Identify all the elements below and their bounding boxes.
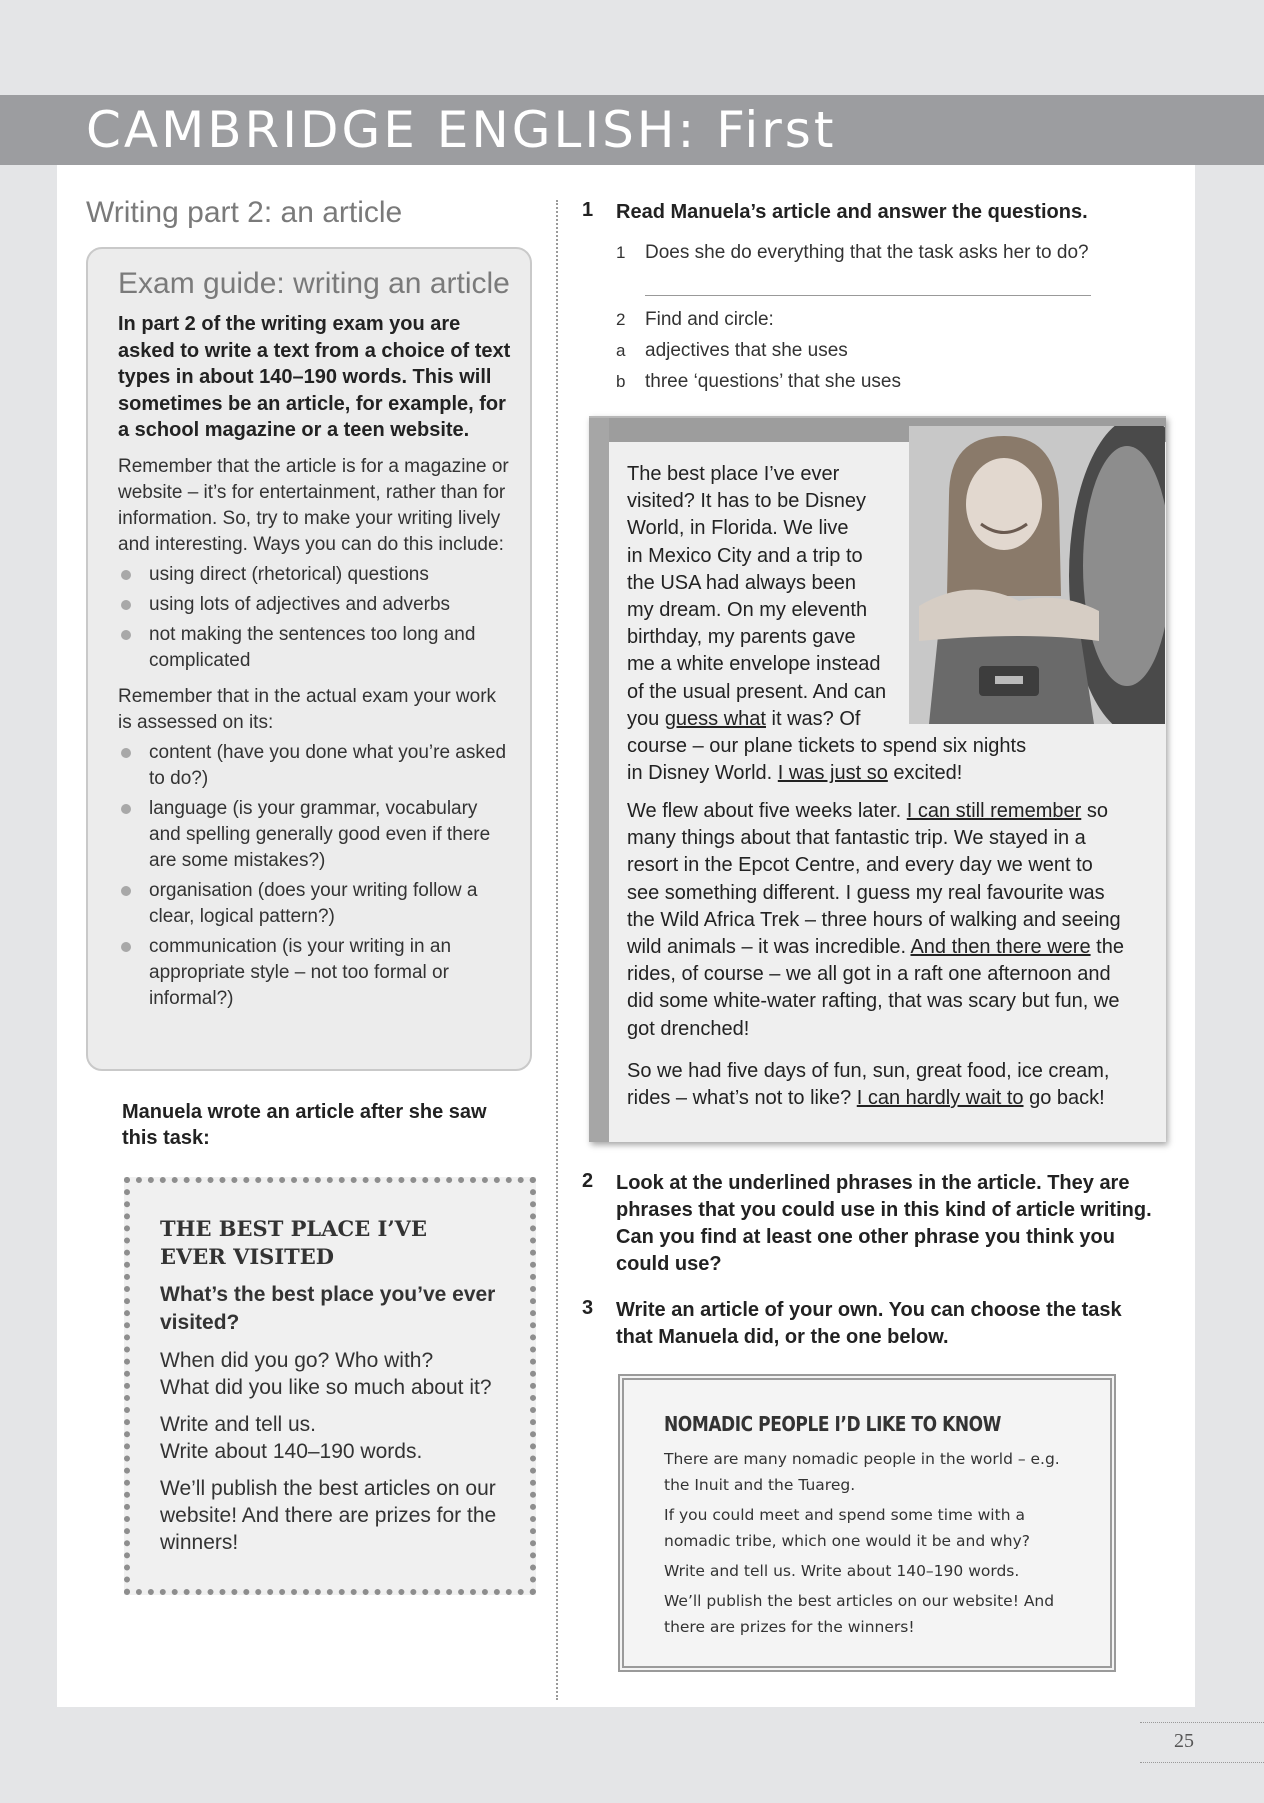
article-line [627, 706, 927, 733]
answer-line[interactable] [645, 295, 1091, 296]
underlined-phrase: guess what [664, 707, 766, 730]
header-banner [0, 95, 1264, 165]
nomadic-task-title: NOMADIC PEOPLE I’D LIKE TO KNOW [664, 1412, 1002, 1436]
article-line: of the usual present. And can [627, 680, 887, 703]
article-line: World, in Florida. We live [627, 517, 849, 540]
article-line: resort in the Epcot Centre, and every day we went to [627, 854, 1093, 877]
assessment-list [118, 740, 514, 1012]
task-paragraph: We’ll publish the best articles on our website! And there are prizes for the winners! [160, 1477, 497, 1554]
text-run: We flew about five weeks later. [627, 800, 907, 822]
underlined-phrase: I was just so [777, 762, 888, 785]
exam-guide-intro: In part 2 of the writing exam you are asked to write a text from a choice of text types in about 140–190 words. This will sometimes be an article, for example, for a school magazine or a teen website. [118, 313, 511, 441]
list-item: organisation (does your writing follow a clear, logical pattern?) [118, 878, 514, 930]
article-line: did some white-water rafting, that was scary but fun, we [627, 990, 1120, 1013]
article-line [627, 1085, 1157, 1112]
exam-guide-paragraph: Remember that the article is for a magazine or website – it’s for entertainment, rather than for information. So, try to make your writing lively and interesting. Ways you can do this include: [118, 455, 509, 555]
page-number-rule [1140, 1762, 1264, 1763]
task-line: Write and tell us. [160, 1413, 317, 1436]
article-box [589, 416, 1166, 1142]
task-paragraph [160, 1411, 512, 1465]
text-run: wild animals – it was incredible. [627, 936, 911, 959]
ways-list [118, 562, 514, 674]
article-line: the Wild Africa Trek – three hours of walking and seeing [627, 908, 1121, 931]
list-item: not making the sentences too long and complicated [118, 622, 514, 674]
sub-question-number: 1 [616, 243, 626, 262]
task-line: Write about 140–190 words. [160, 1440, 423, 1463]
question-text: Look at the underlined phrases in the article. They are phrases that you could use in this kind of article writing. Can you find at least one other phrase you think you could use? [616, 1172, 1152, 1275]
task-title-line: EVER VISITED [160, 1244, 335, 1269]
list-item: using direct (rhetorical) questions [118, 562, 514, 588]
sub-question [616, 242, 1089, 264]
article-line: my dream. On my eleventh [627, 599, 868, 622]
page-number-rule [1140, 1722, 1264, 1723]
list-item: language (is your grammar, vocabulary and spelling generally good even if there are some mistakes?) [118, 796, 514, 874]
section-title: Writing part 2: an article [86, 196, 403, 229]
task-title [160, 1215, 512, 1271]
sub-question-text: adjectives that she uses [645, 340, 848, 361]
text-run: it was? Of [765, 707, 861, 730]
sub-question-text: Find and circle: [645, 309, 774, 330]
article-line [627, 934, 1157, 961]
task-line: What did you like so much about it? [160, 1376, 492, 1399]
article-line: rides, of course – we all got in a raft one afternoon and [627, 963, 1111, 986]
underlined-phrase: I can hardly wait to [856, 1087, 1024, 1110]
article-line: course – our plane tickets to spend six nights [627, 735, 1027, 758]
manuela-intro: Manuela wrote an article after she saw this task: [122, 1101, 487, 1149]
article-paragraph [627, 1058, 1157, 1112]
nomadic-task-paragraph: If you could meet and spend some time with a nomadic tribe, which one would it be and why? [664, 1506, 1030, 1550]
sub-question [616, 309, 774, 331]
sub-question-number: 2 [616, 310, 626, 329]
text-run: go back! [1023, 1087, 1105, 1110]
sub-question-letter: a [616, 341, 626, 360]
list-item: using lots of adjectives and adverbs [118, 592, 514, 618]
sub-question-text: three ‘questions’ that she uses [645, 371, 901, 392]
article-line: visited? It has to be Disney [627, 490, 867, 513]
article-line: the USA had always been [627, 571, 857, 594]
sub-question-letter: b [616, 372, 626, 391]
article-line: many things about that fantastic trip. We stayed in a [627, 827, 1086, 850]
underlined-phrase: I can still remember [906, 800, 1082, 822]
question-number: 1 [582, 199, 594, 221]
article-paragraph [627, 798, 1157, 1043]
article-line: birthday, my parents gave [627, 626, 856, 649]
sub-question-text: Does she do everything that the task asks her to do? [645, 242, 1089, 263]
column-divider [556, 200, 558, 1700]
question-text: Read Manuela’s article and answer the questions. [616, 201, 1088, 223]
list-item: content (have you done what you’re asked to do?) [118, 740, 514, 792]
article-line: see something different. I guess my real favourite was [627, 881, 1105, 904]
nomadic-task-paragraph: We’ll publish the best articles on our website! And there are prizes for the winners! [664, 1592, 1055, 1636]
article-line [627, 798, 1157, 825]
girl-photo [909, 426, 1165, 724]
article-line: me a white envelope instead [627, 653, 881, 676]
question-text: Write an article of your own. You can choose the task that Manuela did, or the one below. [616, 1299, 1122, 1348]
exam-guide-paragraph: Remember that in the actual exam your work is assessed on its: [118, 685, 497, 733]
article-line [627, 760, 963, 787]
nomadic-task-paragraph: There are many nomadic people in the world – e.g. the Inuit and the Tuareg. [664, 1450, 1060, 1494]
task-title-line: THE BEST PLACE I’VE [160, 1216, 427, 1241]
sub-question [616, 340, 848, 362]
text-run: the [1090, 936, 1124, 959]
task-question: What’s the best place you’ve ever visited? [160, 1283, 496, 1334]
task-box [124, 1177, 536, 1595]
text-run: so [1081, 800, 1108, 822]
nomadic-task-paragraph: Write and tell us. Write about 140–190 words. [664, 1562, 1020, 1580]
text-run: you [627, 707, 665, 730]
task-line: When did you go? Who with? [160, 1349, 434, 1372]
article-line: So we had five days of fun, sun, great food, ice cream, [627, 1060, 1110, 1082]
list-item: communication (is your writing in an appropriate style – not too formal or informal?) [118, 934, 514, 1012]
task-paragraph [160, 1347, 512, 1401]
question-number: 2 [582, 1170, 594, 1192]
exam-guide-title: Exam guide: writing an article [118, 267, 510, 300]
article-strip [589, 418, 609, 1142]
exam-guide-box [86, 247, 532, 1071]
article-line: got drenched! [627, 1017, 750, 1040]
nomadic-task-box [618, 1374, 1116, 1672]
text-run: excited! [887, 762, 963, 785]
header-title: CAMBRIDGE ENGLISH: First [86, 101, 837, 159]
page-number: 25 [1174, 1730, 1194, 1752]
article-line: The best place I’ve ever [627, 463, 840, 485]
article-line: in Mexico City and a trip to [627, 544, 863, 567]
sub-question [616, 371, 901, 393]
article-paragraph [627, 461, 1027, 787]
text-run: rides – what’s not to like? [627, 1087, 857, 1110]
underlined-phrase: And then there were [910, 936, 1091, 959]
question-number: 3 [582, 1297, 594, 1319]
text-run: in Disney World. [627, 762, 778, 785]
